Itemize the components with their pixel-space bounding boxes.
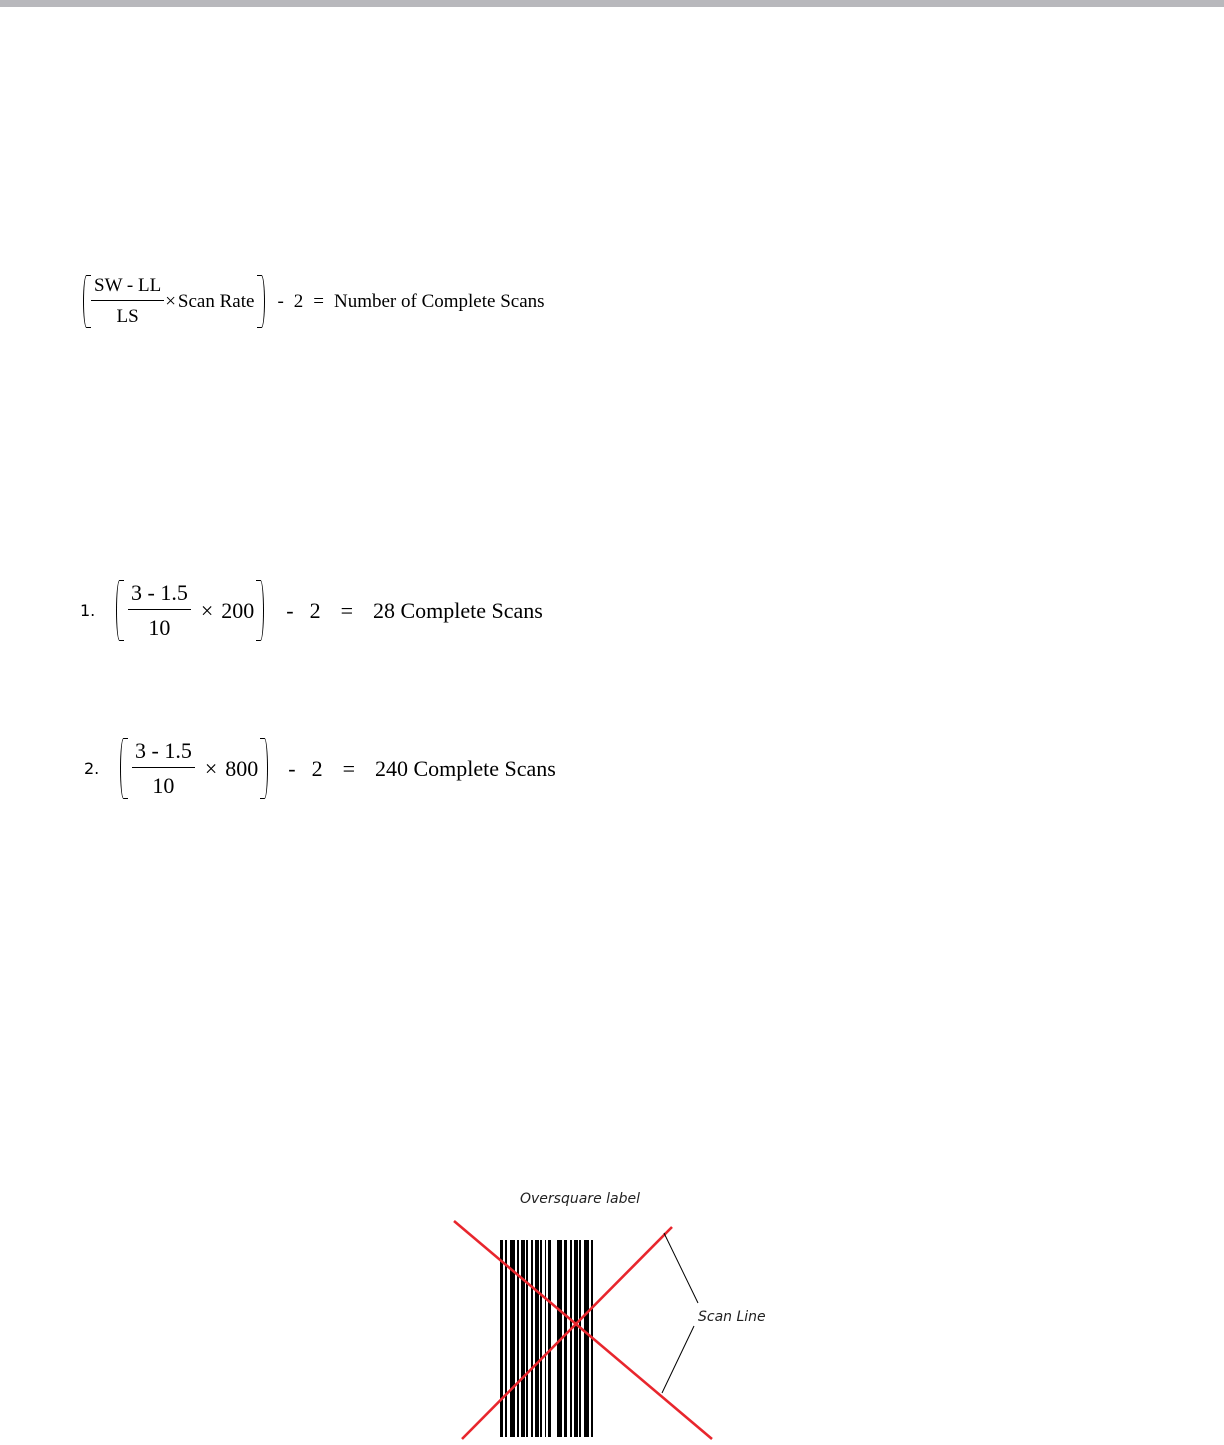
formula-minus: -: [277, 290, 284, 312]
left-parenthesis: [120, 738, 128, 799]
example-result: 240 Complete Scans: [375, 755, 556, 781]
barcode-bar: [540, 1240, 542, 1437]
barcode-bar: [574, 1240, 578, 1437]
example-equation-1: [80, 576, 543, 645]
example-group: [120, 734, 268, 803]
example-subtract: 2: [311, 755, 323, 781]
example-group: [116, 576, 264, 645]
barcode-bar: [564, 1240, 567, 1437]
top-rule: [0, 0, 1224, 7]
barcode-bar: [545, 1240, 546, 1437]
barcode-bar: [584, 1240, 589, 1437]
barcode-bar: [570, 1240, 572, 1437]
right-parenthesis: [260, 738, 268, 799]
example-denominator: 10: [148, 615, 171, 640]
formula-factor: Scan Rate: [177, 290, 255, 312]
formula-result: Number of Complete Scans: [333, 290, 545, 312]
barcode-bar: [500, 1240, 503, 1437]
example-denominator: 10: [152, 773, 175, 798]
barcode-bar: [579, 1240, 581, 1437]
example-subtract: 2: [309, 597, 321, 623]
scan-count-formula: [83, 272, 545, 331]
example-fraction: [132, 738, 195, 799]
barcode-bar: [548, 1240, 551, 1437]
example-equation-2: [84, 734, 556, 803]
barcode-bar: [531, 1240, 533, 1437]
example-result: 28 Complete Scans: [373, 597, 543, 623]
formula-numerator: SW - LL: [91, 275, 164, 301]
formula-denominator: LS: [116, 306, 139, 327]
barcode-bar: [505, 1240, 507, 1437]
right-parenthesis: [256, 580, 264, 641]
example-fraction: [128, 580, 191, 641]
barcode-bar: [517, 1240, 519, 1437]
right-parenthesis: [257, 275, 265, 328]
formula-group: [83, 272, 265, 331]
left-parenthesis: [116, 580, 124, 641]
example-factor: 200: [221, 597, 255, 623]
callout-line-upper: [664, 1233, 698, 1303]
example-factor: 800: [225, 755, 259, 781]
example-equals: =: [340, 597, 353, 623]
formula-times: ×: [165, 290, 176, 312]
barcode-bar: [521, 1240, 525, 1437]
barcode-bar: [535, 1240, 539, 1437]
barcode-bar: [526, 1240, 528, 1437]
formula-subtract: 2: [293, 290, 304, 312]
left-parenthesis: [83, 275, 91, 328]
callout-line-lower: [662, 1326, 694, 1393]
example-times: ×: [204, 755, 218, 781]
oversquare-label-figure: [440, 1183, 800, 1445]
barcode-bars: [500, 1240, 593, 1437]
formula-fraction: [91, 275, 164, 328]
scan-line-label: Scan Line: [698, 1309, 766, 1325]
formula-equals: =: [313, 290, 324, 312]
example-times: ×: [200, 597, 214, 623]
example-equals: =: [342, 755, 355, 781]
example-minus: -: [288, 755, 296, 781]
example-index: 1.: [80, 601, 96, 620]
figure-title: Oversquare label: [520, 1191, 640, 1207]
example-numerator: 3 - 1.5: [132, 738, 195, 768]
example-numerator: 3 - 1.5: [128, 580, 191, 610]
example-minus: -: [286, 597, 294, 623]
example-index: 2.: [84, 759, 100, 778]
